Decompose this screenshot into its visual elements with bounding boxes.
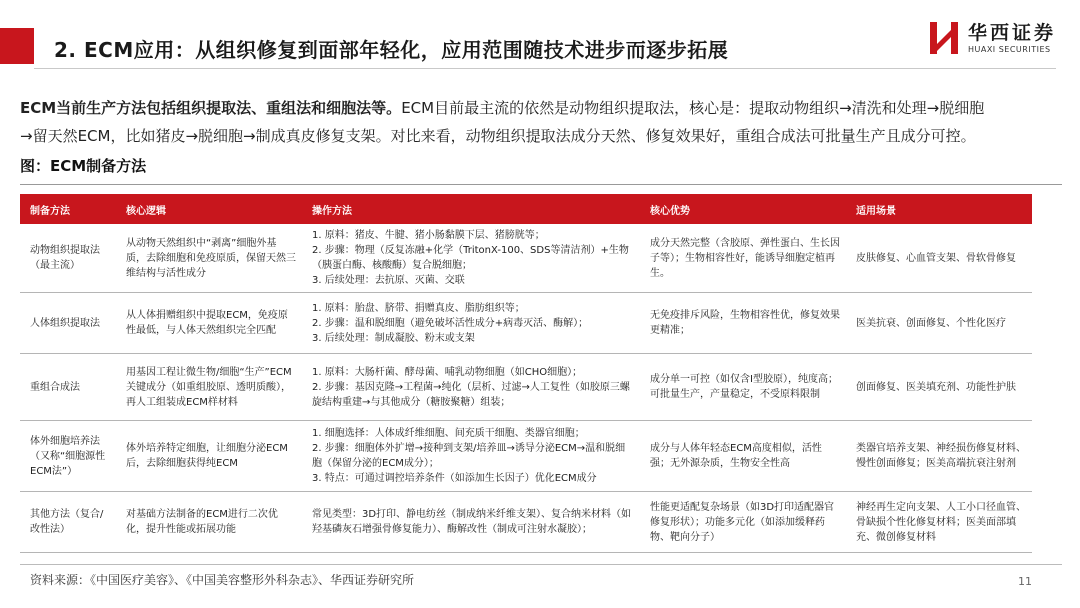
cell-method: 人体组织提取法 — [20, 293, 116, 354]
col-header-scene: 适用场景 — [846, 194, 1032, 224]
figure-caption: 图：ECM制备方法 — [20, 157, 147, 175]
source-note: 资料来源：《中国医疗美容》、《中国美容整形外科杂志》、华西证券研究所 — [30, 573, 415, 587]
cell-ops — [302, 354, 640, 421]
cell-ops — [302, 224, 640, 293]
cell-advantage: 无免疫排斥风险，生物相容性优，修复效果更精准； — [640, 293, 846, 354]
caption-divider — [20, 184, 1062, 185]
page-title: 2. ECM应用：从组织修复到面部年轻化，应用范围随技术进步而逐步拓展 — [54, 38, 729, 62]
cell-logic: 对基础方法制备的ECM进行二次优化，提升性能或拓展功能 — [116, 492, 302, 553]
cell-ops — [302, 421, 640, 492]
cell-logic: 从动物天然组织中“剥离”细胞外基质，去除细胞和免疫原质，保留天然三维结构与活性成分 — [116, 224, 302, 293]
cell-method: 其他方法（复合/改性法） — [20, 492, 116, 553]
cell-scene: 神经再生定向支架、人工小口径血管、骨缺损个性化修复材料；医美面部填充、微创修复材料 — [846, 492, 1032, 553]
page-number: 11 — [1018, 575, 1032, 588]
ecm-methods-table — [20, 194, 1032, 553]
ops-line: 3. 后续处理：去抗原、灭菌、交联 — [312, 275, 465, 286]
cell-advantage: 成分天然完整（含胶原、弹性蛋白、生长因子等）；生物相容性好，能诱导细胞定植再生。 — [640, 224, 846, 293]
table-row — [20, 354, 1032, 421]
col-header-ops: 操作方法 — [302, 194, 640, 224]
intro-paragraph — [20, 94, 1068, 150]
ops-line: 1. 细胞选择：人体成纤维细胞、间充质干细胞、类器官细胞； — [312, 428, 585, 439]
cell-method: 动物组织提取法（最主流） — [20, 224, 116, 293]
cell-advantage: 性能更适配复杂场景（如3D打印适配器官修复形状）；功能多元化（如添加缓释药物、靶向分子） — [640, 492, 846, 553]
cell-ops — [302, 293, 640, 354]
table-header-row — [20, 194, 1032, 224]
ops-line: 常见类型：3D打印、静电纺丝（制成纳米纤维支架）、复合纳米材料（如羟基磷灰石增强骨修复能力）、酶解改性（制成可注射水凝胶）； — [312, 509, 632, 535]
intro-line2: →留天然ECM，比如猪皮→脱细胞→制成真皮修复支架。对比来看，动物组织提取法成分天然、修复效果好，重组合成法可批量生产且成分可控。 — [20, 127, 976, 145]
cell-logic: 从人体捐赠组织中提取ECM，免疫原性最低，与人体天然组织完全匹配 — [116, 293, 302, 354]
huaxi-logo-icon — [928, 20, 960, 56]
ops-line: 1. 原料：猪皮、牛腱、猪小肠黏膜下层、猪膀胱等； — [312, 230, 545, 241]
ops-line: 2. 步骤：基因克隆→工程菌→纯化（层析、过滤→人工复性（如胶原三螺旋结构重建→与其他成分（糖胺聚糖）组装； — [312, 381, 630, 408]
table-row — [20, 421, 1032, 492]
cell-advantage: 成分单一可控（如仅含Ⅰ型胶原），纯度高；可批量生产，产量稳定，不受原料限制 — [640, 354, 846, 421]
header-divider — [34, 68, 1056, 69]
footer-divider — [20, 564, 1062, 565]
ops-line: 3. 后续处理：制成凝胶、粉末或支架 — [312, 332, 475, 344]
cell-method: 体外细胞培养法（又称“细胞源性ECM法”） — [20, 421, 116, 492]
intro-line1: ECM目前最主流的依然是动物组织提取法，核心是：提取动物组织→清洗和处理→脱细胞 — [401, 99, 985, 117]
header-accent-bar — [0, 28, 34, 64]
cell-advantage: 成分与人体年轻态ECM高度相似，活性强；无外源杂质，生物安全性高 — [640, 421, 846, 492]
table-row — [20, 293, 1032, 354]
col-header-logic: 核心逻辑 — [116, 194, 302, 224]
logo-en-text: HUAXI SECURITIES — [967, 45, 1051, 54]
logo-cn-text: 华西证券 — [967, 22, 1056, 44]
ops-line: 2. 步骤：细胞体外扩增→接种到支架/培养皿→诱导分泌ECM→温和脱细胞（保留分泌的ECM成分）； — [312, 443, 626, 469]
cell-method: 重组合成法 — [20, 354, 116, 421]
company-logo — [928, 20, 1056, 56]
table-row — [20, 492, 1032, 553]
cell-logic: 用基因工程让微生物/细胞“生产”ECM关键成分（如重组胶原、透明质酸），再人工组装成ECM样材料 — [116, 354, 302, 421]
ops-line: 1. 原料：胎盘、脐带、捐赠真皮、脂肪组织等； — [312, 302, 525, 314]
ops-line: 1. 原料：大肠杆菌、酵母菌、哺乳动物细胞（如CHO细胞）； — [312, 366, 583, 378]
cell-scene: 皮肤修复、心血管支架、骨软骨修复 — [846, 224, 1032, 293]
cell-logic: 体外培养特定细胞，让细胞分泌ECM后，去除细胞获得纯ECM — [116, 421, 302, 492]
table-row — [20, 224, 1032, 293]
col-header-method: 制备方法 — [20, 194, 116, 224]
col-header-advantage: 核心优势 — [640, 194, 846, 224]
ops-line: 3. 特点：可通过调控培养条件（如添加生长因子）优化ECM成分 — [312, 473, 597, 484]
cell-ops — [302, 492, 640, 553]
cell-scene: 类器官培养支架、神经损伤修复材料、慢性创面修复；医美高端抗衰注射剂 — [846, 421, 1032, 492]
ops-line: 2. 步骤：温和脱细胞（避免破坏活性成分+病毒灭活、酶解）； — [312, 317, 589, 329]
cell-scene: 创面修复、医美填充剂、功能性护肤 — [846, 354, 1032, 421]
cell-scene: 医美抗衰、创面修复、个性化医疗 — [846, 293, 1032, 354]
intro-lead: ECM当前生产方法包括组织提取法、重组法和细胞法等。 — [20, 99, 402, 117]
ops-line: 2. 步骤：物理（反复冻融+化学（TritonX-100、SDS等清洁剂）+生物（胰蛋白酶、核酸酶）复合脱细胞； — [312, 245, 629, 271]
